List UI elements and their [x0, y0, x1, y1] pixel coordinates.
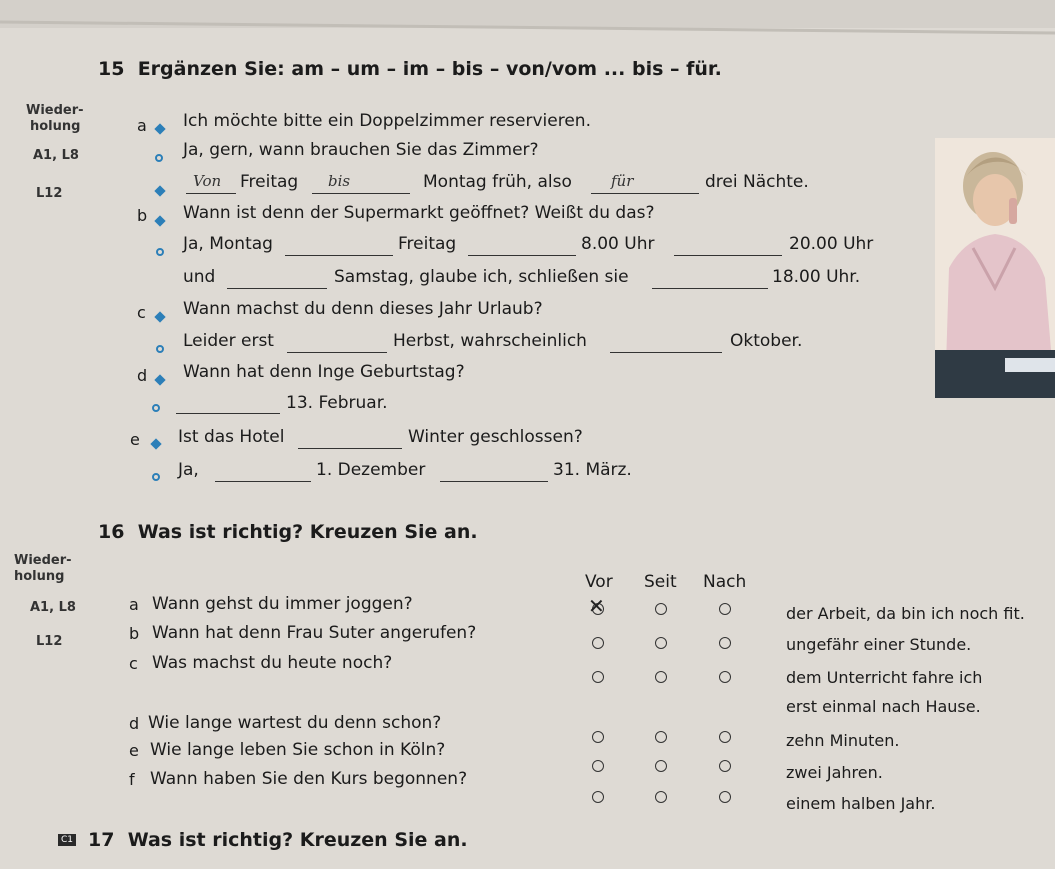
diamond-icon [150, 438, 161, 449]
blank-line[interactable] [312, 193, 410, 194]
circle-bullet-icon [152, 404, 160, 412]
item-b-line2-text3: 18.00 Uhr. [772, 267, 861, 287]
item-d-question: Wann hat denn Inge Geburtstag? [183, 362, 465, 382]
radio-vor[interactable] [592, 791, 604, 803]
exercise-15-heading [98, 58, 722, 80]
side-ref-l12: L12 [36, 634, 63, 649]
item-a-answer: Ja, gern, wann brauchen Sie das Zimmer? [183, 140, 539, 160]
item-e-question-text2: Winter geschlossen? [408, 427, 583, 447]
radio-nach[interactable] [719, 791, 731, 803]
row-d-letter: d [129, 714, 140, 733]
item-a-line2-text3: drei Nächte. [705, 172, 809, 192]
item-c-answer-text3: Oktober. [730, 331, 803, 351]
column-header-nach: Nach [703, 572, 747, 592]
blank-line[interactable] [440, 481, 548, 482]
row-a-question: Wann gehst du immer joggen? [152, 594, 413, 614]
blank-line[interactable] [610, 352, 722, 353]
radio-nach[interactable] [719, 731, 731, 743]
diamond-icon [154, 374, 165, 385]
column-header-vor: Vor [585, 572, 613, 592]
exercise-17-heading [88, 829, 468, 851]
handwritten-answer: für [611, 172, 634, 190]
radio-seit[interactable] [655, 731, 667, 743]
blank-line[interactable] [287, 352, 387, 353]
item-b-letter: b [137, 206, 148, 225]
exercise-15-title: Ergänzen Sie: am – um – im – bis – von/vom ... bis – für. [137, 58, 722, 80]
row-b-answer: ungefähr einer Stunde. [786, 635, 972, 654]
side-label-holung: holung [14, 569, 65, 584]
blank-line[interactable] [285, 255, 393, 256]
item-e-answer-text3: 31. März. [553, 460, 632, 480]
exercise-16-number: 16 [98, 521, 125, 543]
blank-line[interactable] [215, 481, 311, 482]
circle-bullet-icon [152, 473, 160, 481]
item-e-answer-text2: 1. Dezember [316, 460, 426, 480]
circle-bullet-icon [155, 154, 163, 162]
column-header-seit: Seit [644, 572, 677, 592]
circle-bullet-icon [156, 345, 164, 353]
radio-seit[interactable] [655, 671, 667, 683]
row-c-answer-line2: erst einmal nach Hause. [786, 697, 981, 716]
item-d-answer-text1: 13. Februar. [286, 393, 388, 413]
diamond-icon [154, 185, 165, 196]
woman-on-phone-photo [935, 138, 1055, 398]
row-a-letter: a [129, 595, 139, 614]
side-ref-l12: L12 [36, 186, 63, 201]
side-label-wieder: Wieder- [14, 553, 72, 568]
item-b-line1-text4: 20.00 Uhr [789, 234, 874, 254]
x-mark-icon: ✕ [588, 594, 605, 618]
blank-line[interactable] [674, 255, 782, 256]
row-b-question: Wann hat denn Frau Suter angerufen? [152, 623, 477, 643]
item-d-letter: d [137, 366, 148, 385]
item-a-line2-text2: Montag früh, also [423, 172, 572, 192]
item-b-line1-text1: Ja, Montag [183, 234, 273, 254]
item-b-line2-text2: Samstag, glaube ich, schließen sie [334, 267, 629, 287]
radio-seit[interactable] [655, 791, 667, 803]
item-c-question: Wann machst du denn dieses Jahr Urlaub? [183, 299, 543, 319]
item-a-question: Ich möchte bitte ein Doppelzimmer reservieren. [183, 111, 591, 131]
diamond-icon [154, 311, 165, 322]
handwritten-answer: Von [193, 172, 222, 190]
radio-vor[interactable] [592, 760, 604, 772]
row-b-letter: b [129, 624, 140, 643]
radio-nach[interactable] [719, 637, 731, 649]
exercise-16-title: Was ist richtig? Kreuzen Sie an. [137, 521, 478, 543]
row-c-letter: c [129, 654, 138, 673]
radio-vor[interactable] [592, 671, 604, 683]
row-e-letter: e [129, 741, 139, 760]
side-ref-a1-l8: A1, L8 [30, 600, 76, 615]
blank-line[interactable] [468, 255, 576, 256]
radio-seit[interactable] [655, 760, 667, 772]
side-label-holung: holung [30, 119, 81, 134]
radio-nach[interactable] [719, 671, 731, 683]
row-e-answer: zwei Jahren. [786, 763, 883, 782]
row-d-answer: zehn Minuten. [786, 731, 900, 750]
radio-nach[interactable] [719, 603, 731, 615]
row-e-question: Wie lange leben Sie schon in Köln? [150, 740, 446, 760]
side-label-wieder: Wieder- [26, 103, 84, 118]
diamond-icon [154, 123, 165, 134]
item-c-letter: c [137, 303, 146, 322]
exercise-17-title: Was ist richtig? Kreuzen Sie an. [127, 829, 468, 851]
row-c-answer: dem Unterricht fahre ich [786, 668, 983, 687]
row-f-question: Wann haben Sie den Kurs begonnen? [150, 769, 468, 789]
row-f-letter: f [129, 770, 135, 789]
item-c-answer-text2: Herbst, wahrscheinlich [393, 331, 587, 351]
exercise-15-number: 15 [98, 58, 125, 80]
radio-vor[interactable] [592, 731, 604, 743]
item-a-line2-text1: Freitag [240, 172, 299, 192]
diamond-icon [154, 215, 165, 226]
circle-bullet-icon [156, 248, 164, 256]
row-c-question: Was machst du heute noch? [152, 653, 393, 673]
blank-line[interactable] [298, 448, 402, 449]
item-e-answer-text1: Ja, [178, 460, 199, 480]
level-tag-c1: C1 [58, 834, 76, 846]
item-c-answer-text1: Leider erst [183, 331, 274, 351]
blank-line[interactable] [186, 193, 236, 194]
side-ref-a1-l8: A1, L8 [33, 148, 79, 163]
radio-seit[interactable] [655, 603, 667, 615]
item-e-letter: e [130, 430, 140, 449]
row-f-answer: einem halben Jahr. [786, 794, 936, 813]
item-b-line1-text3: 8.00 Uhr [581, 234, 655, 254]
radio-nach[interactable] [719, 760, 731, 772]
item-b-line2-text1: und [183, 267, 216, 287]
handwritten-answer: bis [328, 172, 351, 190]
row-d-question: Wie lange wartest du denn schon? [148, 713, 442, 733]
exercise-17-number: 17 [88, 829, 115, 851]
radio-vor[interactable] [592, 637, 604, 649]
item-b-line1-text2: Freitag [398, 234, 457, 254]
blank-line[interactable] [176, 413, 280, 414]
item-e-question-text1: Ist das Hotel [178, 427, 285, 447]
blank-line[interactable] [591, 193, 699, 194]
row-a-answer: der Arbeit, da bin ich noch fit. [786, 604, 1025, 623]
blank-line[interactable] [652, 288, 768, 289]
blank-line[interactable] [227, 288, 327, 289]
radio-seit[interactable] [655, 637, 667, 649]
item-b-question: Wann ist denn der Supermarkt geöffnet? Weißt du das? [183, 203, 655, 223]
item-a-letter: a [137, 116, 147, 135]
exercise-16-heading [98, 521, 478, 543]
